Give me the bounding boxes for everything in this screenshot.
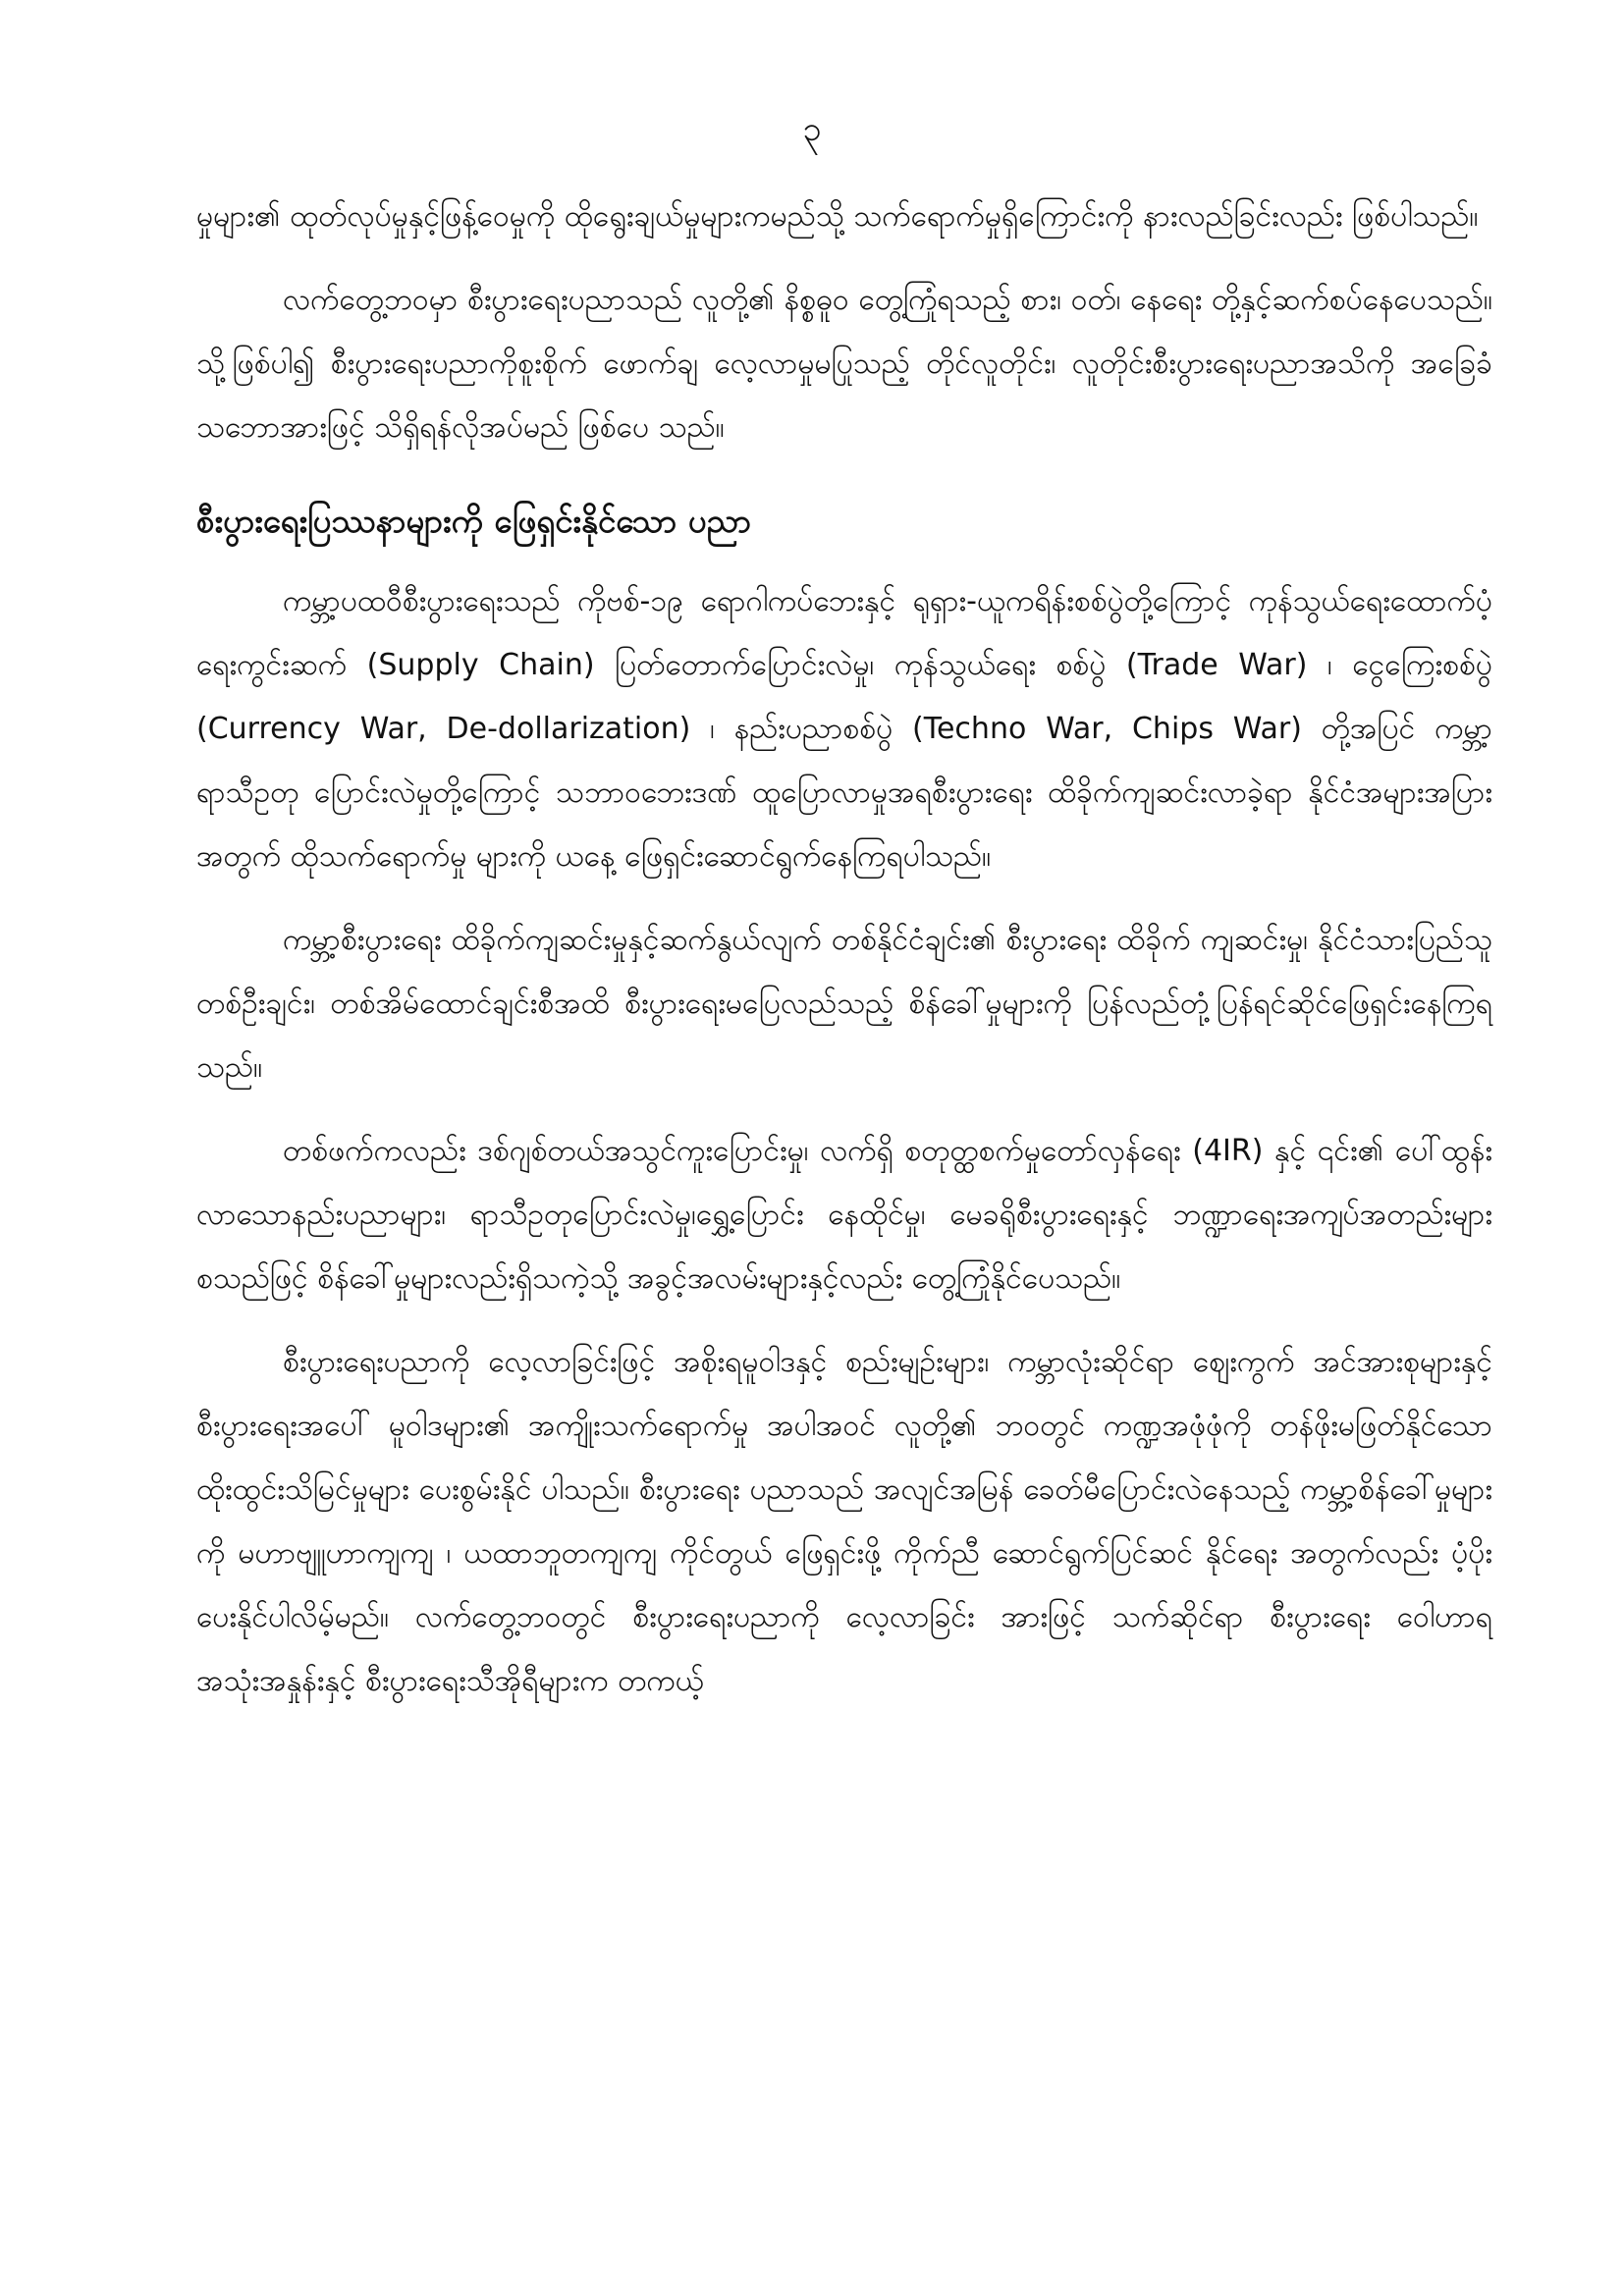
page-number: ၃ xyxy=(802,110,822,149)
paragraph-2: လက်တွေ့ဘဝမှာ စီးပွားရေးပညာသည် လူတို့၏ နိစ္စဓူဝ တွေ့ကြုံရသည့် စား၊ ဝတ်၊ နေရေး တို့နှင့်ဆက်စပ်နေပေသည်။ သို့ဖြစ်ပါ၍ စီးပွားရေးပညာကိုစူးစိုက် ဖောက်ချ လေ့လာမှုမပြုသည့် တိုင်လူတိုင်း၊ လူတိုင်းစီးပွားရေးပညာအသိကို အခြေခံသဘောအားဖြင့် သိရှိရန်လိုအပ်မည် ဖြစ်ပေ သည်။ xyxy=(196,283,1492,445)
section-heading: စီးပွားရေးပြဿနာများကို ဖြေရှင်းနိုင်သော ပညာ xyxy=(196,502,752,540)
page-content xyxy=(196,185,1492,1713)
paragraph-1: မှုများ၏ ထုတ်လုပ်မှုနှင့်ဖြန့်ဝေမှုကို ထိုရွေးချယ်မှုများကမည်သို့ သက်ရောက်မှုရှိကြောင်းကို နားလည်ခြင်းလည်း ဖြစ်ပါသည်။ xyxy=(196,199,1479,234)
paragraph-3: ကမ္ဘာ့ပထဝီစီးပွားရေးသည် ကိုဗစ်-၁၉ ရောဂါကပ်ဘေးနှင့် ရုရှား-ယူကရိန်းစစ်ပွဲတို့ကြောင့် ကုန်သွယ်ရေးထောက်ပံ့ရေးကွင်းဆက် (Supply Chain) ပြတ်တောက်ပြောင်းလဲမှု၊ ကုန်သွယ်ရေး စစ်ပွဲ (Trade War) ၊ ငွေကြေးစစ်ပွဲ (Currency War, De-dollarization) ၊ နည်းပညာစစ်ပွဲ (Techno War, Chips War) တို့အပြင် ကမ္ဘာ့ရာသီဥတု ပြောင်းလဲမှုတို့ကြောင့် သဘာဝဘေးဒဏ် ထူပြောလာမှုအရစီးပွားရေး ထိခိုက်ကျဆင်းလာခဲ့ရာ နိုင်ငံအများအပြားအတွက် ထိုသက်ရောက်မှု များကို ယနေ့ ဖြေရှင်းဆောင်ရွက်နေကြရပါသည်။ xyxy=(196,584,1492,874)
paragraph-4: ကမ္ဘာ့စီးပွားရေး ထိခိုက်ကျဆင်းမှုနှင့်ဆက်နွယ်လျက် တစ်နိုင်ငံချင်း၏ စီးပွားရေး ထိခိုက် ကျဆင်းမှု၊ နိုင်ငံသားပြည်သူတစ်ဦးချင်း၊ တစ်အိမ်ထောင်ချင်းစီအထိ စီးပွားရေးမပြေလည်သည့် စိန်ခေါ်မှုများကို ပြန်လည်တုံ့ပြန်ရင်ဆိုင်ဖြေရှင်းနေကြရသည်။ xyxy=(196,923,1492,1085)
paragraph-6: စီးပွားရေးပညာကို လေ့လာခြင်းဖြင့် အစိုးရမူဝါဒနှင့် စည်းမျဉ်းများ၊ ကမ္ဘာလုံးဆိုင်ရာ ဈေးကွက် အင်အားစုများနှင့် စီးပွားရေးအပေါ် မူဝါဒများ၏ အကျိုးသက်ရောက်မှု အပါအဝင် လူတို့၏ ဘဝတွင် ကဏ္ဍအဖုံဖုံကို တန်ဖိုးမဖြတ်နိုင်သော ထိုးထွင်းသိမြင်မှုများ ပေးစွမ်းနိုင် ပါသည်။ စီးပွားရေး ပညာသည် အလျင်အမြန် ခေတ်မီပြောင်းလဲနေသည့် ကမ္ဘာ့စိန်ခေါ်မှုများကို မဟာဗျူဟာကျကျ ၊ ယထာဘူတကျကျ ကိုင်တွယ် ဖြေရှင်းဖို့ ကိုက်ညီ ဆောင်ရွက်ပြင်ဆင် နိုင်ရေး အတွက်လည်း ပံ့ပိုးပေးနိုင်ပါလိမ့်မည်။ လက်တွေ့ဘဝတွင် စီးပွားရေးပညာကို လေ့လာခြင်း အားဖြင့် သက်ဆိုင်ရာ စီးပွားရေး ဝေါဟာရအသုံးအနှုန်းနှင့် စီးပွားရေးသီအိုရီများက တကယ့် xyxy=(196,1345,1492,1698)
paragraph-5: တစ်ဖက်ကလည်း ဒစ်ဂျစ်တယ်အသွင်ကူးပြောင်းမှု၊ လက်ရှိ စတုတ္ထစက်မှုတော်လှန်ရေး (4IR) နှင့် ၎င်း၏ ပေါ်ထွန်းလာသောနည်းပညာများ၊ ရာသီဥတုပြောင်းလဲမှု၊ရွှေ့ပြောင်း နေထိုင်မှု၊ မေခရိုစီးပွားရေးနှင့် ဘဏ္ဍာရေးအကျပ်အတည်းများစသည်ဖြင့် စိန်ခေါ်မှုများလည်းရှိသကဲ့သို့ အခွင့်အလမ်းများနှင့်လည်း တွေ့ကြုံနိုင်ပေသည်။ xyxy=(196,1134,1492,1296)
